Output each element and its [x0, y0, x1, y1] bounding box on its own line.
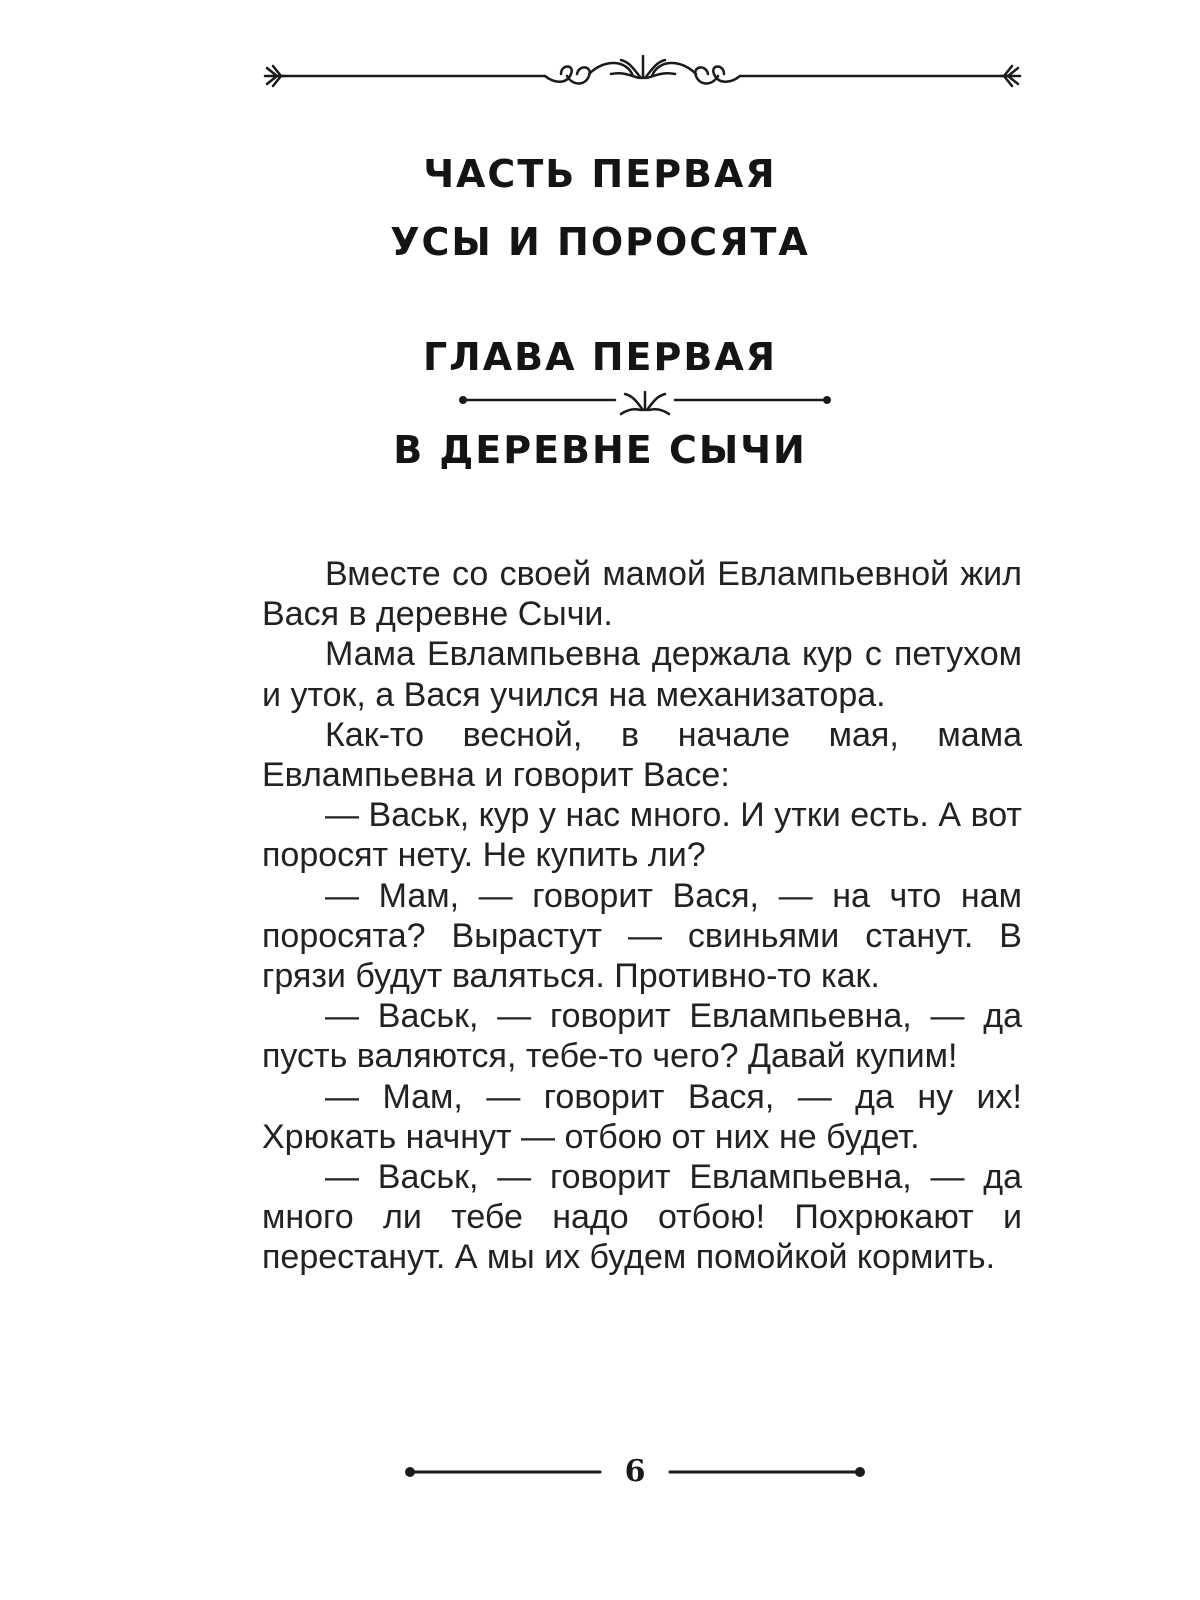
- chapter-body: [262, 554, 1022, 1278]
- part-title: УСЫ И ПОРОСЯТА: [390, 220, 810, 264]
- chapter-heading: ГЛАВА ПЕРВАЯ: [422, 335, 778, 379]
- paragraph: — Васьк, — говорит Евлампьевна, — да пусть валяются, тебе-то чего? Давай купим!: [262, 997, 1022, 1076]
- chapter-title: В ДЕРЕВНЕ СЫЧИ: [393, 428, 807, 472]
- page-number: 6: [624, 1454, 646, 1489]
- top-ornament: [255, 50, 1030, 100]
- chapter-divider-ornament: [455, 388, 835, 418]
- paragraph: Как-то весной, в начале мая, мама Евлампьевна и говорит Васе:: [262, 715, 1022, 795]
- paragraph: Вместе со своей мамой Евлампьевной жил Вася в деревне Сычи.: [262, 555, 1022, 634]
- page-footer: [400, 1452, 870, 1492]
- paragraph: — Васьк, — говорит Евлампьевна, — да много ли тебе надо отбою! Похрюкают и перестанут. А мы их будем помойкой кормить.: [262, 1158, 1022, 1277]
- paragraph: — Мам, — говорит Вася, — на что нам поросята? Вырастут — свиньями станут. В грязи будут валяться. Противно-то как.: [262, 876, 1022, 996]
- paragraph: Мама Евлампьевна держала кур с петухом и уток, а Вася учился на механизатора.: [262, 635, 1022, 714]
- paragraph: — Мам, — говорит Вася, — да ну их! Хрюкать начнут — отбою от них не будет.: [262, 1077, 1022, 1156]
- part-heading: ЧАСТЬ ПЕРВАЯ: [423, 152, 777, 196]
- paragraph: — Васьк, кур у нас много. И утки есть. А вот поросят нету. Не купить ли?: [262, 796, 1022, 875]
